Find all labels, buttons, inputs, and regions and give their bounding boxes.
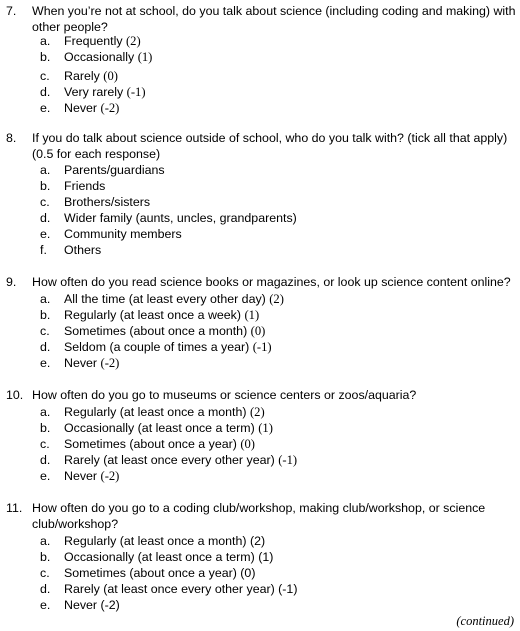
- question-text: If you do talk about science outside of school, who do you talk with? (tick all that apply) (0.5 for each response): [32, 131, 508, 161]
- option-letter: f.: [40, 243, 47, 257]
- option-label: Rarely (at least once every other year) (-1): [64, 582, 298, 596]
- option-label: Rarely (at least once every other year): [64, 453, 279, 467]
- option-item: [40, 581, 297, 597]
- option-item: [40, 355, 119, 371]
- question-7: [6, 3, 516, 35]
- option-item: [40, 597, 120, 613]
- option-letter: d.: [40, 582, 51, 596]
- question-10: [6, 387, 516, 403]
- option-item: [40, 420, 273, 436]
- option-label: Never: [64, 101, 101, 115]
- question-number: 7.: [6, 4, 17, 18]
- option-score: (-1): [126, 85, 146, 99]
- option-label: Wider family (aunts, uncles, grandparents): [64, 211, 297, 225]
- option-item: [40, 84, 146, 100]
- option-letter: e.: [40, 227, 51, 241]
- option-item: [40, 210, 297, 226]
- option-letter: a.: [40, 292, 51, 306]
- option-item: [40, 291, 284, 307]
- option-score: (-2): [100, 356, 120, 370]
- option-label: Regularly (at least once a month) (2): [64, 534, 266, 548]
- option-label: Occasionally (at least once a term): [64, 421, 259, 435]
- option-label: Never: [64, 356, 101, 370]
- option-score: (-2): [100, 469, 120, 483]
- option-item: [40, 242, 101, 258]
- option-label: Community members: [64, 227, 182, 241]
- option-score: (2): [269, 292, 284, 306]
- question-number: 8.: [6, 131, 17, 145]
- option-letter: c.: [40, 324, 50, 338]
- option-letter: d.: [40, 340, 51, 354]
- option-label: Regularly (at least once a month): [64, 405, 250, 419]
- option-letter: b.: [40, 550, 51, 564]
- question-text: How often do you go to a coding club/workshop, making club/workshop, or science club/workshop?: [32, 501, 486, 531]
- option-letter: b.: [40, 308, 51, 322]
- option-letter: a.: [40, 163, 51, 177]
- question-number: 10.: [6, 388, 24, 402]
- option-letter: e.: [40, 469, 51, 483]
- option-score: (1): [137, 50, 153, 64]
- option-label: Occasionally (at least once a term) (1): [64, 550, 274, 564]
- option-label: Others: [64, 243, 102, 257]
- option-item: [40, 533, 265, 549]
- option-label: Never: [64, 469, 101, 483]
- option-letter: b.: [40, 179, 51, 193]
- option-label: Sometimes (about once a year): [64, 437, 241, 451]
- option-letter: c.: [40, 566, 50, 580]
- option-label: Frequently: [64, 34, 126, 48]
- question-text: How often do you go to museums or science centers or zoos/aquaria?: [32, 388, 417, 402]
- question-number: 11.: [6, 501, 23, 515]
- option-score: (1): [258, 421, 273, 435]
- option-item: [40, 436, 255, 452]
- option-label: Rarely: [64, 69, 104, 83]
- option-letter: a.: [40, 34, 51, 48]
- option-item: [40, 339, 272, 355]
- option-item: [40, 452, 297, 468]
- option-item: [40, 404, 265, 420]
- option-score: (2): [249, 405, 265, 419]
- option-item: [40, 307, 259, 323]
- option-score: (-1): [252, 340, 272, 354]
- option-letter: e.: [40, 598, 51, 612]
- option-item: [40, 323, 265, 339]
- option-score: (0): [250, 324, 266, 338]
- option-letter: c.: [40, 437, 50, 451]
- continued-text: (continued): [456, 614, 514, 628]
- option-letter: d.: [40, 453, 51, 467]
- option-letter: a.: [40, 405, 51, 419]
- option-letter: a.: [40, 534, 51, 548]
- option-label: Seldom (a couple of times a year): [64, 340, 253, 354]
- option-score: (1): [244, 308, 260, 322]
- option-item: [40, 178, 105, 194]
- question-11: [6, 500, 516, 532]
- option-letter: c.: [40, 69, 50, 83]
- option-item: [40, 68, 118, 84]
- question-text: How often do you read science books or magazines, or look up science content online?: [32, 275, 511, 289]
- question-9: [6, 274, 516, 290]
- option-label: Brothers/sisters: [64, 195, 151, 209]
- question-text: When you’re not at school, do you talk about science (including coding and making) with other people?: [32, 4, 516, 34]
- option-letter: e.: [40, 101, 51, 115]
- continued-note: [456, 614, 514, 629]
- option-letter: b.: [40, 421, 51, 435]
- option-item: [40, 226, 182, 242]
- option-label: All the time (at least every other day): [64, 292, 270, 306]
- option-label: Friends: [64, 179, 106, 193]
- option-item: [40, 194, 150, 210]
- option-label: Very rarely: [64, 85, 127, 99]
- option-item: [40, 162, 165, 178]
- option-item: [40, 565, 255, 581]
- option-item: [40, 49, 152, 65]
- option-score: (0): [103, 69, 118, 83]
- question-8: [6, 130, 516, 162]
- option-score: (2): [125, 34, 141, 48]
- option-label: Sometimes (about once a year) (0): [64, 566, 256, 580]
- option-letter: e.: [40, 356, 51, 370]
- option-item: [40, 33, 141, 49]
- option-letter: d.: [40, 211, 51, 225]
- question-number: 9.: [6, 275, 17, 289]
- option-label: Sometimes (about once a month): [64, 324, 251, 338]
- option-item: [40, 100, 119, 116]
- option-letter: d.: [40, 85, 51, 99]
- option-score: (-2): [100, 101, 120, 115]
- option-item: [40, 549, 273, 565]
- option-score: (0): [240, 437, 255, 451]
- option-score: (-1): [278, 453, 298, 467]
- option-label: Occasionally: [64, 50, 138, 64]
- option-letter: c.: [40, 195, 50, 209]
- option-label: Regularly (at least once a week): [64, 308, 245, 322]
- option-item: [40, 468, 119, 484]
- option-label: Parents/guardians: [64, 163, 165, 177]
- option-letter: b.: [40, 50, 51, 64]
- option-label: Never (-2): [64, 598, 120, 612]
